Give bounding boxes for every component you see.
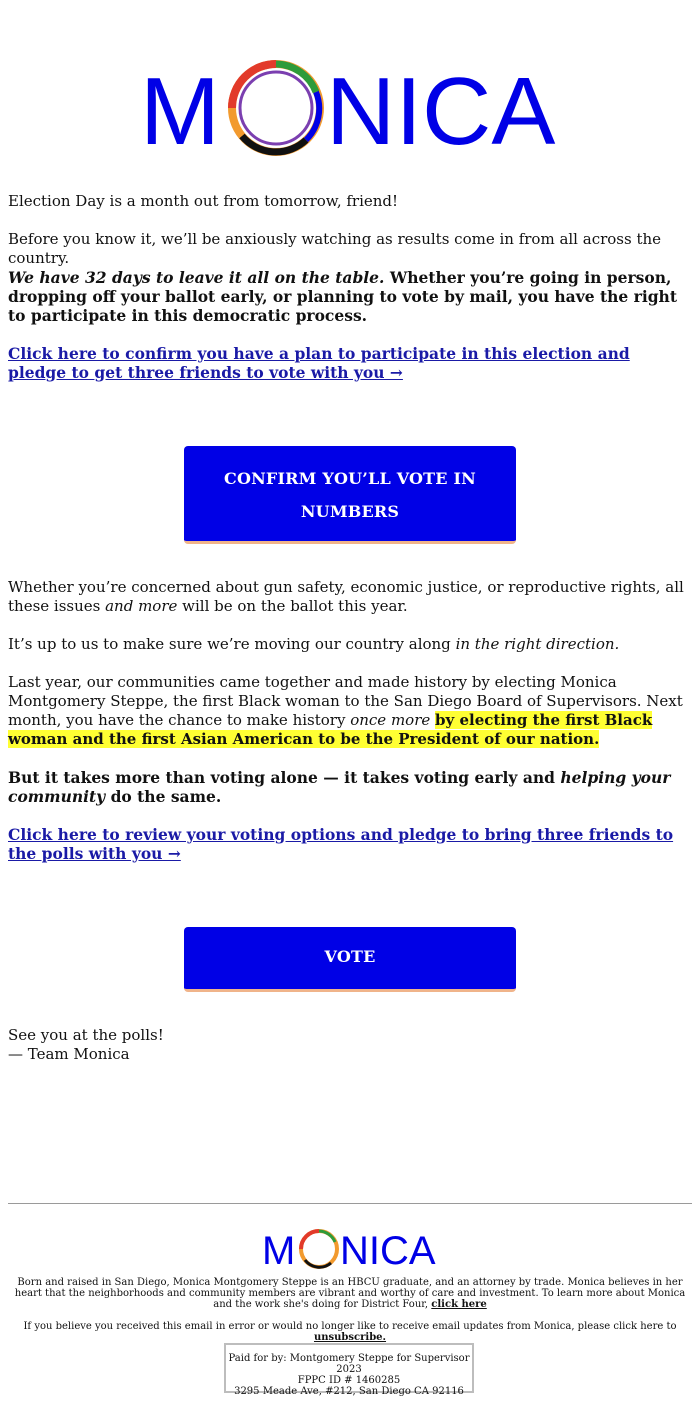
greeting-text: Election Day is a month out from tomorrow, friend!	[8, 192, 399, 210]
history-highlight: by electing the first Black woman and the first Asian American to be the President of our nation.	[8, 711, 653, 748]
history-text: Last year, our communities came together and made history by electing Monica Montgomery Steppe, the first Black woman to the San Diego Board of Supervisors. Next month, you have the chance to make history	[8, 673, 683, 729]
paragraph-results: Before you know it, we’ll be anxiously watching as results come in from all across the country.	[8, 230, 662, 267]
footer-logo-graphic	[262, 1224, 452, 1274]
review-options-link[interactable]: Click here to review your voting options and pledge to bring three friends to the polls with you →	[8, 825, 674, 863]
paragraph-participate	[8, 268, 692, 325]
issues-emphasis: and more	[105, 597, 178, 615]
signoff-line1: See you at the polls!	[8, 1026, 164, 1044]
paragraph-history	[8, 673, 692, 749]
confirm-vote-button-line1: CONFIRM YOU’LL VOTE IN	[224, 469, 476, 488]
logo-letters-nica: NICA	[326, 58, 556, 165]
footer-learn-more-link[interactable]: click here	[431, 1299, 487, 1310]
logo-ring-icon	[232, 64, 320, 152]
voting-early-emphasis: helping your community	[8, 768, 671, 806]
history-emphasis: once more	[350, 711, 431, 729]
signoff-line2: — Team Monica	[8, 1045, 130, 1063]
footer-bio-text: Born and raised in San Diego, Monica Montgomery Steppe is an HBCU graduate, and an attorney by trade. Monica believes in her heart that the neighborhoods and community members are vibrant and worthy of care and investment. To learn more about Monica and the work she's doing for District Four,	[14, 1277, 686, 1310]
footer-unsubscribe-line	[8, 1321, 692, 1343]
direction-text: It’s up to us to make sure we’re moving our country along	[8, 635, 456, 653]
confirm-plan-link[interactable]: Click here to confirm you have a plan to participate in this election and pledge to get three friends to vote with you →	[8, 344, 630, 382]
fppc-id-line: FPPC ID # 1460285	[297, 1375, 401, 1386]
header-logo	[140, 48, 560, 170]
issues-text-a: Whether you’re concerned about gun safety, economic justice, or reproductive rights, all these issues	[8, 578, 684, 615]
paragraph-issues	[8, 578, 692, 616]
confirm-vote-button[interactable]	[184, 446, 516, 544]
footer-bio	[8, 1277, 692, 1310]
footer-logo-letters-nica: NICA	[340, 1229, 436, 1273]
logo-letter-m: M	[140, 58, 220, 165]
confirm-vote-button-line2: NUMBERS	[300, 502, 400, 521]
vote-button[interactable]: VOTE	[184, 927, 516, 992]
voting-early-text-b: do the same.	[105, 787, 222, 806]
paragraph-direction	[8, 635, 692, 654]
email-body	[8, 192, 692, 211]
unsubscribe-link[interactable]: unsubscribe.	[313, 1332, 387, 1343]
monica-logo-graphic	[140, 48, 560, 170]
direction-emphasis: in the right direction.	[455, 635, 620, 653]
paid-for-line: Paid for by: Montgomery Steppe for Supervisor 2023	[228, 1353, 470, 1375]
paragraph-voting-early	[8, 768, 692, 806]
footer-logo	[262, 1224, 452, 1274]
footer-logo-letter-m: M	[262, 1229, 296, 1273]
footer-unsubscribe-text: If you believe you received this email in error or would no longer like to receive email updates from Monica, please click here to	[23, 1321, 677, 1332]
paragraph-participate-rest: Whether you’re going in person, dropping off your ballot early, or planning to vote by mail, you have the right to participate in this democratic process.	[8, 268, 677, 325]
voting-early-text-a: But it takes more than voting alone — it takes voting early and	[8, 768, 561, 787]
footer-logo-ring-icon	[301, 1231, 337, 1267]
paid-for-box	[224, 1343, 474, 1397]
issues-text-b: will be on the ballot this year.	[177, 597, 408, 615]
footer-divider	[8, 1203, 692, 1204]
emphasis-32-days: We have 32 days to leave it all on the table.	[8, 268, 385, 287]
address-line: 3295 Meade Ave, #212, San Diego CA 92116	[234, 1386, 464, 1397]
